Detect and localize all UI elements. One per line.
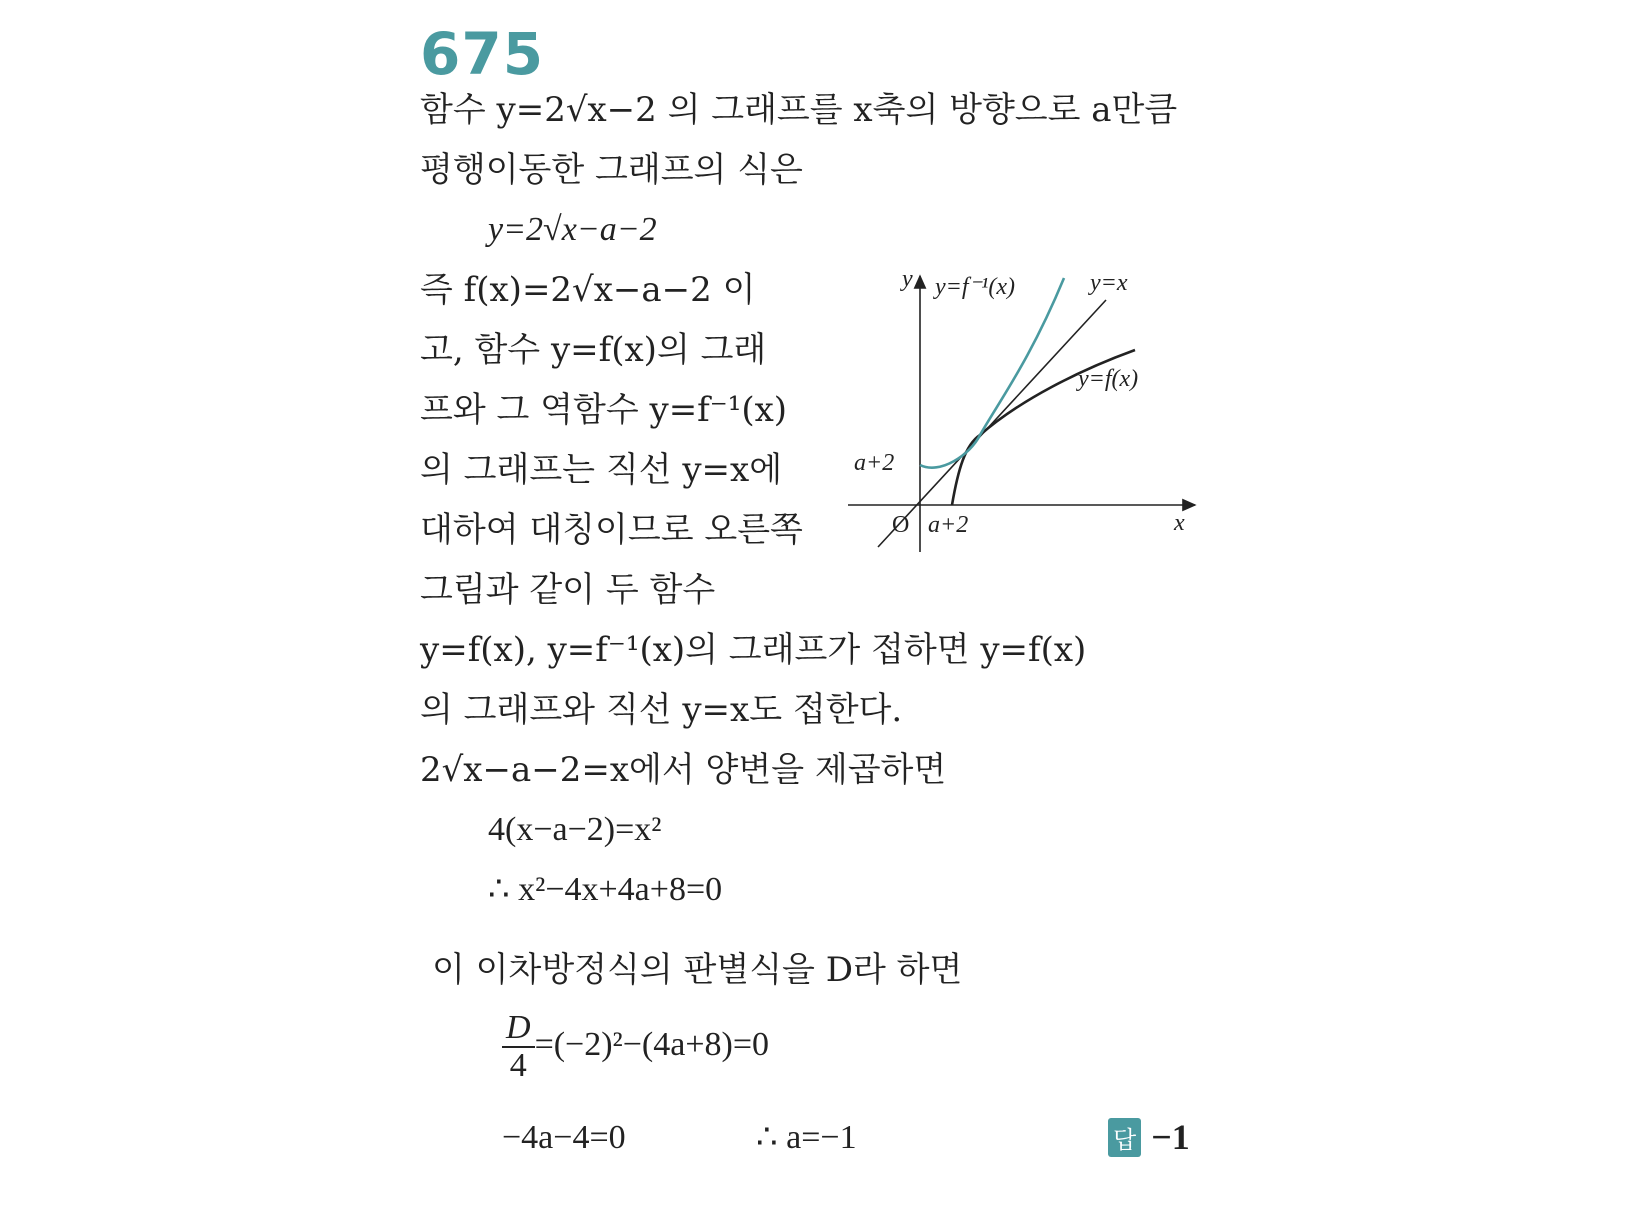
label-identity: y=x <box>1090 270 1128 296</box>
discriminant-rhs: =(−2)²−(4a+8)=0 <box>534 1025 770 1063</box>
function-graph <box>840 270 1210 560</box>
label-y-axis: y <box>902 270 913 292</box>
equation-quadratic: ∴ x²−4x+4a+8=0 <box>488 871 723 908</box>
label-origin: O <box>892 512 910 538</box>
problem-number: 675 <box>420 20 545 88</box>
text-line-6: 프와 그 역함수 y=f⁻¹(x) <box>420 390 788 430</box>
label-inverse: y=f⁻¹(x) <box>935 274 1016 300</box>
answer <box>1108 1116 1190 1158</box>
discriminant-fraction <box>502 1010 535 1084</box>
discriminant-equation <box>502 1010 769 1084</box>
text-line-5: 고, 함수 y=f(x)의 그래 <box>420 330 767 370</box>
label-y-intercept: a+2 <box>854 450 895 476</box>
label-f: y=f(x) <box>1078 366 1139 392</box>
text-line-7: 의 그래프는 직선 y=x에 <box>420 450 783 490</box>
text-line-10: y=f(x), y=f⁻¹(x)의 그래프가 접하면 y=f(x) <box>420 630 1087 670</box>
label-x-intercept: a+2 <box>928 512 969 538</box>
text-line-8: 대하여 대칭이므로 오른쪽 <box>420 510 803 550</box>
text-line-15: 이 이차방정식의 판별식을 D라 하면 <box>432 950 963 990</box>
label-x-axis: x <box>1174 510 1185 536</box>
answer-value: −1 <box>1151 1117 1190 1157</box>
text-line-4: 즉 f(x)=2√x−a−2 이 <box>420 270 756 310</box>
equation-squared: 4(x−a−2)=x² <box>488 811 662 848</box>
answer-badge: 답 <box>1108 1118 1141 1157</box>
text-line-12: 2√x−a−2=x에서 양변을 제곱하면 <box>420 750 947 790</box>
equation-translated: y=2√x−a−2 <box>488 211 657 248</box>
text-line-11: 의 그래프와 직선 y=x도 접한다. <box>420 690 903 730</box>
fraction-denominator: 4 <box>509 1047 527 1084</box>
text-line-9: 그림과 같이 두 함수 <box>420 570 716 610</box>
equation-result: ∴ a=−1 <box>756 1119 857 1156</box>
equation-linear: −4a−4=0 <box>502 1119 626 1156</box>
text-line-1: 함수 y=2√x−2 의 그래프를 x축의 방향으로 a만큼 <box>420 90 1178 130</box>
curve-f-inverse <box>920 278 1064 468</box>
fraction-numerator: D <box>502 1010 535 1048</box>
text-line-2: 평행이동한 그래프의 식은 <box>420 150 803 190</box>
